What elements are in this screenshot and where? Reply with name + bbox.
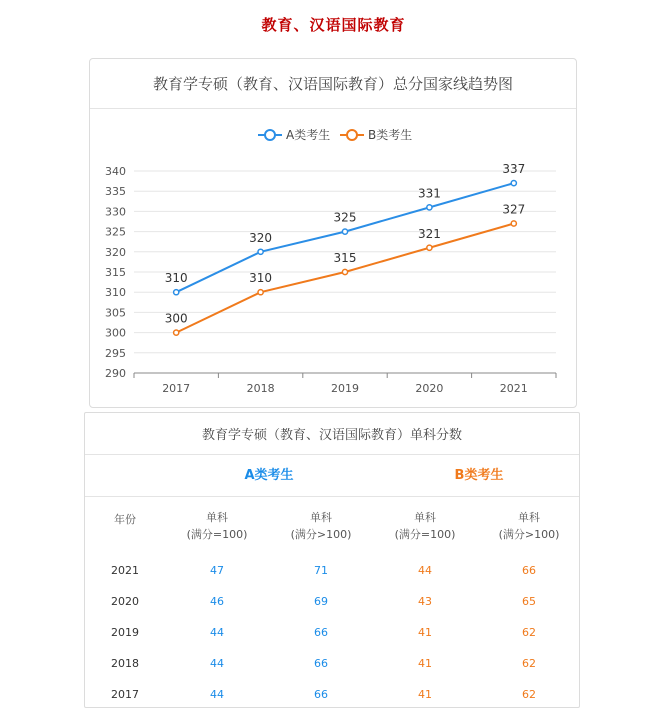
cell-year: 2020 xyxy=(111,595,139,608)
y-tick-label: 325 xyxy=(105,225,126,239)
data-label: 310 xyxy=(164,271,188,286)
table-header-row xyxy=(85,497,581,555)
cell-b-100: 41 xyxy=(418,688,432,701)
cell-b-100: 41 xyxy=(418,657,432,670)
chart-card xyxy=(89,58,577,408)
legend-marker xyxy=(265,130,275,140)
x-tick-label: 2020 xyxy=(415,382,444,395)
y-tick-label: 310 xyxy=(105,286,126,300)
y-tick-label: 290 xyxy=(105,367,126,380)
cell-a-over-100: 66 xyxy=(314,688,328,701)
y-tick-label: 340 xyxy=(105,165,126,178)
data-point xyxy=(427,245,432,250)
score-table xyxy=(85,497,581,710)
y-tick-label: 315 xyxy=(105,266,126,279)
cell-b-over-100: 62 xyxy=(522,688,536,701)
data-point xyxy=(174,290,179,295)
data-label: 315 xyxy=(333,251,357,265)
cell-a-100: 46 xyxy=(210,595,224,608)
page-title: 教育、汉语国际教育 xyxy=(261,16,406,34)
cell-b-over-100: 62 xyxy=(522,657,536,670)
y-tick-label: 305 xyxy=(105,306,126,320)
legend-label: B类考生 xyxy=(368,128,413,142)
legend-marker xyxy=(347,130,357,140)
cell-a-100: 44 xyxy=(210,626,224,639)
data-label: 300 xyxy=(164,311,188,326)
data-point xyxy=(511,221,516,226)
x-tick-label: 2018 xyxy=(246,382,275,395)
y-tick-label: 320 xyxy=(105,245,126,259)
header-a-single-over-100: 单科 (满分>100) xyxy=(290,511,352,541)
y-tick-label: 330 xyxy=(105,205,126,219)
data-point xyxy=(258,290,263,295)
cell-year: 2019 xyxy=(111,626,139,639)
series-line xyxy=(176,224,514,333)
data-label: 320 xyxy=(249,230,273,245)
data-label: 337 xyxy=(502,162,526,177)
cell-year: 2021 xyxy=(111,564,139,577)
table-row xyxy=(85,648,581,679)
cell-b-over-100: 65 xyxy=(522,595,536,608)
data-label: 310 xyxy=(249,271,273,286)
cell-a-100: 47 xyxy=(210,564,224,577)
data-point xyxy=(342,269,347,274)
cell-a-over-100: 71 xyxy=(314,564,328,577)
cell-a-over-100: 66 xyxy=(314,657,328,670)
data-point xyxy=(427,205,432,210)
cell-a-over-100: 66 xyxy=(314,626,328,639)
x-tick-label: 2019 xyxy=(331,382,359,395)
data-label: 327 xyxy=(502,202,526,217)
cell-a-100: 44 xyxy=(210,688,224,701)
data-point xyxy=(342,229,347,234)
legend-label: A类考生 xyxy=(286,128,331,142)
y-tick-label: 300 xyxy=(105,326,126,340)
data-label: 331 xyxy=(417,186,441,201)
cell-year: 2018 xyxy=(111,657,139,670)
header-year: 年份 xyxy=(114,513,136,526)
header-a-single-100: 单科 (满分=100) xyxy=(186,511,248,541)
data-label: 325 xyxy=(333,210,357,225)
table-row xyxy=(85,586,581,617)
y-tick-label: 335 xyxy=(105,185,126,199)
data-point xyxy=(511,181,516,186)
cell-a-100: 44 xyxy=(210,657,224,670)
header-b-single-100: 单科 (满分=100) xyxy=(394,511,456,541)
group-header-row xyxy=(85,455,579,497)
cell-year: 2017 xyxy=(111,688,139,701)
chart-title: 教育学专硕（教育、汉语国际教育）总分国家线趋势图 xyxy=(90,59,576,109)
data-point xyxy=(174,330,179,335)
cell-b-100: 44 xyxy=(418,564,432,577)
cell-b-over-100: 66 xyxy=(522,564,536,577)
cell-b-100: 43 xyxy=(418,595,432,608)
y-tick-label: 295 xyxy=(105,346,126,360)
score-table-card xyxy=(84,412,580,708)
line-chart xyxy=(90,59,578,409)
x-tick-label: 2021 xyxy=(499,382,528,395)
table-row xyxy=(85,679,581,710)
table-row xyxy=(85,617,581,648)
table-title: 教育学专硕（教育、汉语国际教育）单科分数 xyxy=(85,413,579,455)
data-label: 321 xyxy=(417,226,441,241)
group-a-label: A类考生 xyxy=(244,468,294,483)
cell-b-over-100: 62 xyxy=(522,626,536,639)
table-row xyxy=(85,555,581,586)
data-point xyxy=(258,249,263,254)
cell-b-100: 41 xyxy=(418,626,432,639)
x-tick-label: 2017 xyxy=(162,382,191,395)
cell-a-over-100: 69 xyxy=(314,595,328,608)
group-b-label: B类考生 xyxy=(454,468,504,483)
header-b-single-over-100: 单科 (满分>100) xyxy=(498,511,560,541)
